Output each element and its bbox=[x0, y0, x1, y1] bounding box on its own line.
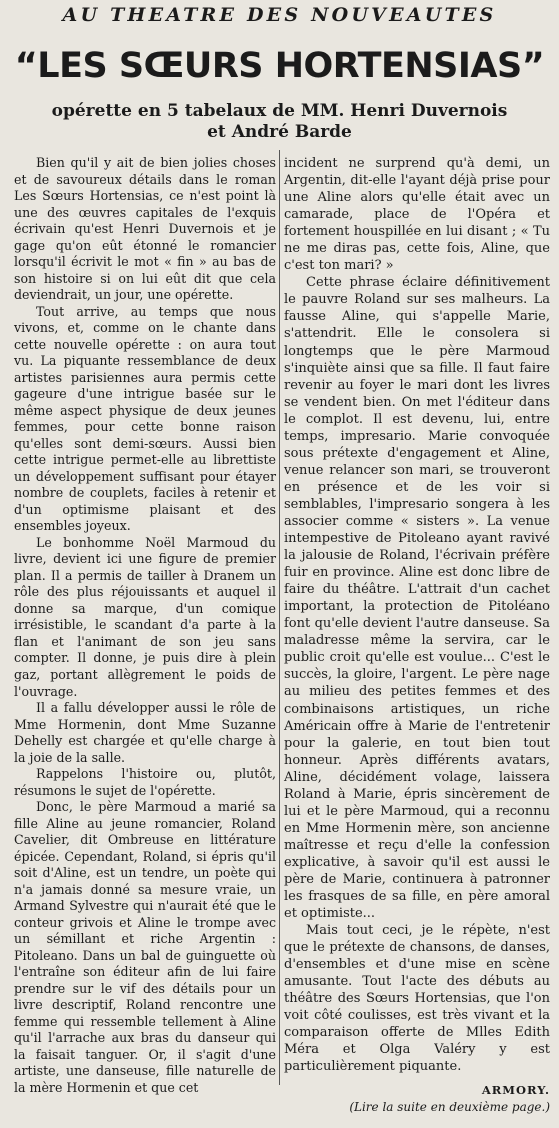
paragraph: Bien qu'il y ait de bien jolies choses et de savoureux détails dans le roman Les Sœurs Hortensias, ce n'est point là une des œuvres capitales de l'exquis écrivain qu'est Henri Duvernois et je gage qu'on eût étonné le romancier lorsqu'il écrivit le mot « fin » au bas de son histoire si on lui eût dit que cela deviendrait, un jour, une opérette. bbox=[14, 155, 276, 303]
section-rubric: AU THEATRE DES NOUVEAUTES bbox=[62, 4, 497, 26]
article-headline: “LES SŒURS HORTENSIAS” bbox=[14, 46, 545, 86]
paragraph: Cette phrase éclaire définitivement le pauvre Roland sur ses malheurs. La fausse Aline, qui s'appelle Marie, s'attendrit. Elle le consolera si longtemps que le père Marmoud s'inquiète ainsi que sa fille. Il faut faire revenir au foyer le mari dont les livres se vendent bien. On met l'éditeur dans le complot. Il est devenu, lui, entre temps, impresario. Marie convoquée sous prétexte d'engagement et Aline, venue relancer son mari, se trouveront en présence et de les voir si semblables, l'impresario songera à les associer comme « sisters ». La venue intempestive de Pitoleano ayant ravivé la jalousie de Roland, l'écrivain préfère fuir en province. Aline est donc libre de faire du théâtre. L'attrait d'un cachet important, la protection de Pitoléano font qu'elle devient l'autre danseuse. Sa maladresse même la servira, car le public croit qu'elle est voulue... C'est le succès, la gloire, l'argent. Le père nage au milieu des petites femmes et des combinaisons artistiques, un riche Américain offre à Marie de l'entretenir pour la galerie, en tout bien tout honneur. Après différents avatars, Aline, décidément volage, laissera Roland à Marie, épris sincèrement de lui et le père Marmoud, qui a reconnu en Mme Hormenin mère, son ancienne maîtresse et reçu d'elle la confession explicative, à savoir qu'il est aussi le père de Marie, continuera à patronner les frasques de sa fille, en père amoral et optimiste... bbox=[284, 275, 550, 922]
paragraph: incident ne surprend qu'à demi, un Argentin, dit-elle l'ayant déjà prise pour une Aline alors qu'elle était avec un camarade, place de l'Opéra et fortement houspillée en lui disant ; « Tu ne me diras pas, cette fois, Aline, que c'est ton mari? » bbox=[284, 156, 550, 274]
paragraph: Le bonhomme Noël Marmoud du livre, devient ici une figure de premier plan. Il a permis de tailler à Dranem un rôle des plus réjouissants et auquel il donne sa marque, d'un comique irrésistible, le scandant d'a parte à la flan et l'animant de son jeu sans compter. Il donne, je puis dire à plein gaz, portant allègrement le poids de l'ouvrage. bbox=[14, 534, 276, 699]
text-column-left bbox=[14, 155, 276, 1096]
paragraph: Donc, le père Marmoud a marié sa fille Aline au jeune romancier, Roland Cavelier, dit Ombreuse en littérature épicée. Cependant, Roland, si épris qu'il soit d'Aline, est un tendre, un poète qui n'a jamais donné sa mesure vraie, un Armand Sylvestre qui n'aurait été que le conteur grivois et Aline le trompe avec un sémillant et riche Argentin : Pitoleano. Dans un bal de guinguette où l'entraîne son éditeur afin de lui faire prendre sur le vif des détails pour un livre descriptif, Roland rencontre une femme qui ressemble tellement à Aline qu'il l'arrache aux bras du danseur qui la faisait tanguer. Or, il s'agit d'une artiste, une danseuse, fille naturelle de la mère Hormenin et que cet bbox=[14, 799, 276, 1095]
author-signature: ARMORY. bbox=[481, 1082, 550, 1097]
paragraph: Il a fallu développer aussi le rôle de Mme Hormenin, dont Mme Suzanne Dehelly est chargée et qu'elle charge à la joie de la salle. bbox=[14, 700, 276, 765]
continuation-note: (Lire la suite en deuxième page.) bbox=[349, 1099, 550, 1114]
article-subtitle-line1: opérette en 5 tabelaux de MM. Henri Duvernois bbox=[51, 101, 508, 121]
paragraph: Mais tout ceci, je le répète, n'est que le prétexte de chansons, de danses, d'ensembles et d'une mise en scène amusante. Tout l'acte des débuts au théâtre des Sœurs Hortensias, que l'on voit côté coulisses, est très vivant et la comparaison offerte de Mlles Edith Méra et Olga Valéry y est particulièrement piquante. bbox=[284, 923, 550, 1075]
paragraph: Rappelons l'histoire ou, plutôt, résumons le sujet de l'opérette. bbox=[14, 766, 276, 798]
text-column-right bbox=[284, 155, 550, 1116]
paragraph: Tout arrive, au temps que nous vivons, et, comme on le chante dans cette nouvelle opérette : on aura tout vu. La piquante ressemblance de deux artistes parisiennes aura permis cette gageure d'une intrigue basée sur le même aspect physique de deux jeunes femmes, pour cette bonne raison qu'elles sont demi-sœurs. Aussi bien cette intrigue permet-elle au librettiste un développement suffisant pour étayer nombre de couplets, faciles à retenir et d'un optimisme plaisant et des ensembles joyeux. bbox=[14, 303, 276, 534]
article-subtitle-line2: et André Barde bbox=[207, 122, 352, 142]
column-divider bbox=[279, 150, 280, 1085]
